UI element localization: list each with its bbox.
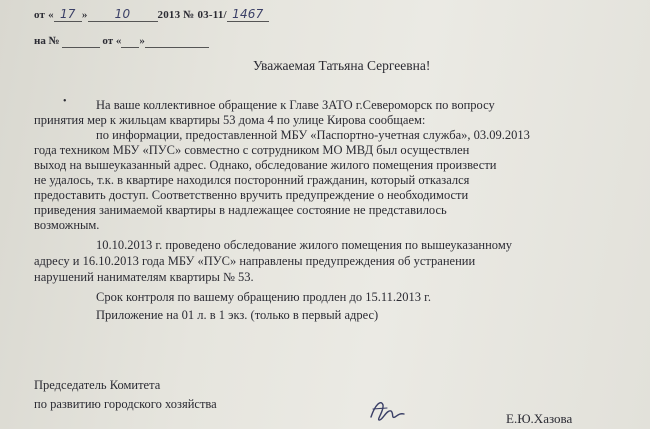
ot-label: от « (34, 9, 54, 21)
incoming-reference (34, 35, 209, 48)
greeting: Уважаемая Татьяна Сергеевна! (253, 58, 431, 73)
body-line-2: принятия мер к жильцам квартиры 53 дома 4 по улице Кирова сообщаем: (34, 113, 426, 127)
body-line-6: не удалось, т.к. в квартире находился посторонний гражданин, который отказался (34, 173, 470, 187)
body-line-8: приведения занимаемой квартиры в надлежащее состояние не представилось (34, 203, 447, 217)
signatory-title-1: Председатель Комитета (34, 378, 161, 392)
body-line-10: 10.10.2013 г. проведено обследование жилого помещения по вышеуказанному (96, 238, 512, 252)
bullet-mark: • (63, 96, 67, 107)
body-line-11: адресу и 16.10.2013 года МБУ «ПУС» направлены предупреждения об устранении (34, 254, 476, 268)
body-line-7: предоставить доступ. Соответственно вручить предупреждение о необходимости (34, 188, 469, 202)
body-line-12: нарушений нанимателям квартиры № 53. (34, 270, 254, 284)
body-line-14: Приложение на 01 л. в 1 экз. (только в первый адрес) (96, 308, 379, 322)
body-line-3: по информации, предоставленной МБУ «Паспортно-учетная служба», 03.09.2013 (96, 128, 530, 142)
body-line-5: выход на вышеуказанный адрес. Однако, обследование жилого помещения произвести (34, 158, 497, 172)
signatory-name: Е.Ю.Хазова (506, 411, 573, 426)
na-label: на № (34, 35, 60, 47)
ot2-label: от « (102, 35, 122, 47)
year-number-label: 2013 № 03-11/ (157, 9, 227, 21)
body-line-13: Срок контроля по вашему обращению продлен до 15.11.2013 г. (96, 290, 431, 304)
day-close: » (81, 9, 88, 21)
body-line-9: возможным. (34, 218, 100, 232)
month-value: 10 (114, 7, 131, 21)
signatory-title-2: по развитию городского хозяйства (34, 397, 217, 411)
outgoing-number: 1467 (232, 7, 264, 21)
outgoing-reference (34, 7, 269, 22)
body-line-1: На ваше коллективное обращение к Главе ЗАТО г.Североморск по вопросу (96, 98, 495, 112)
body-line-4: года техником МБУ «ПУС» совместно с сотрудником МО МВД был осуществлен (34, 143, 470, 157)
day-value: 17 (59, 7, 76, 21)
handwritten-signature (367, 395, 407, 425)
close2-label: » (139, 35, 145, 47)
